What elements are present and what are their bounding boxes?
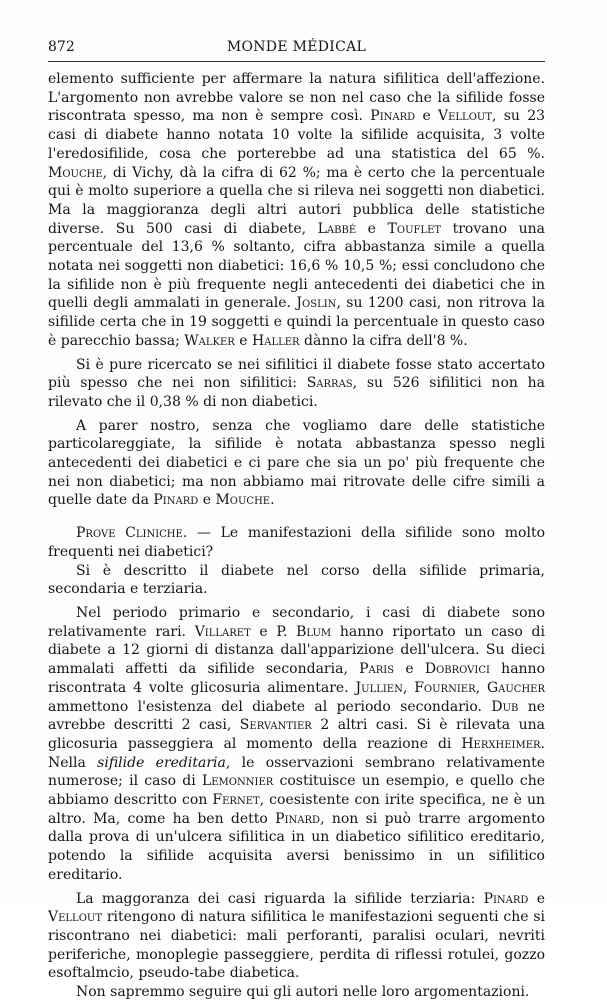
- text-run: e: [250, 623, 277, 640]
- text-run: ,: [402, 679, 415, 696]
- header-rule: [48, 61, 545, 62]
- author-name: Pinard: [153, 492, 199, 509]
- author-name: Lemonnier: [201, 773, 274, 790]
- author-name: Mouche: [215, 492, 271, 509]
- author-name: Touflet: [387, 220, 442, 237]
- text-run: e: [415, 108, 438, 125]
- text-run: e: [356, 220, 388, 237]
- text-run: Nel periodo primario e secondario, i casi di diabete sono relativamente rari.: [48, 604, 545, 640]
- text-run: e: [394, 661, 425, 678]
- text-run: A parer nostro, senza che vogliamo dare delle statistiche particolareggiate, la sifilide è notata abbastanza spesso negli antecedenti dei diabetici e ci pare che sia un po' più frequente che nei non diabetici; ma non abbiamo mai ritrovate delle cifre simili a quelle date da: [48, 417, 545, 509]
- page-number: 872: [48, 39, 75, 55]
- text-run: Si è pure ricercato se nei sifilitici il diabete fosse stato accertato più spesso che nei non sifilitici:: [48, 356, 545, 392]
- paragraph: [48, 890, 545, 984]
- text-run: , non si può trarre argomento dalla prova di un'ulcera sifilitica in un diabetico sifilitico ereditario, potendo la sifilide acquisita aversi benissimo in un sifilitico ereditario.: [48, 810, 545, 883]
- author-name: Labbé: [317, 220, 357, 237]
- paragraph: [48, 604, 545, 885]
- text-run: La maggoranza dei casi riguarda la sifilide terziaria:: [76, 890, 484, 907]
- text-run: e: [198, 492, 216, 509]
- text-run: , le osservazioni sembrano relativamente numerose; il caso di: [48, 754, 545, 790]
- author-name: Servantier: [239, 717, 312, 734]
- text-run: , su 23 casi di diabete hanno notata 10 volte la sifilide acquisita, 3 volte l'eredosifilide, cosa che porterebbe ad una statistica del 65 %.: [48, 108, 546, 162]
- text-run: , su 1200 casi, non ritrova la sifilide certa che in 19 soggetti e quindi la percentuale in questo caso è parecchio bassa;: [48, 295, 545, 349]
- text-run: , di Vichy, dà la cifra di 62 %; ma è certo che la percentuale qui è molto superiore a quella che si rileva nei soggetti non diabetici. Ma la maggioranza degli altri autori pubblica delle statistiche diverse. Su 500 casi di diabete,: [48, 164, 545, 237]
- author-name: Vellout: [48, 909, 102, 926]
- paragraph: [48, 417, 545, 511]
- text-run: .: [270, 492, 275, 509]
- author-name: Haller: [252, 332, 300, 349]
- text-run: hanno riscontrata 4 volte glicosuria alimentare.: [48, 661, 545, 696]
- author-name: Paris: [359, 661, 395, 678]
- author-name: P. Blum: [276, 623, 332, 640]
- author-name: Pinard: [483, 890, 529, 907]
- running-title: MONDE MÉDICAL: [226, 39, 367, 55]
- text-run: . — Le manifestazioni della sifilide sono molto frequenti nei diabetici?: [48, 525, 545, 560]
- author-name: Villaret: [194, 623, 251, 640]
- author-name: Fournier: [414, 679, 476, 696]
- text-run: Non sapremmo seguire qui gli autori nelle loro argomentazioni.: [76, 984, 530, 1001]
- text-run: ne avrebbe descritti 2 casi,: [48, 698, 545, 734]
- text-run: e: [234, 332, 253, 349]
- author-name: Pinard: [370, 108, 416, 125]
- body-text: [48, 70, 545, 1002]
- paragraph: [48, 356, 545, 412]
- author-name: Dobrovici: [424, 661, 490, 678]
- text-run: ammettono l'esistenza del diabete al periodo secondario.: [48, 698, 492, 715]
- author-name: Fernet: [212, 792, 260, 809]
- author-name: Vellout: [438, 108, 492, 125]
- author-name: Jullien: [355, 679, 403, 696]
- author-name: Mouche: [48, 164, 103, 181]
- author-name: Dub: [491, 698, 519, 715]
- text-run: costituisce un esempio, e quello che abbiamo descritto con: [48, 773, 545, 809]
- text-run: , su 526 sifilitici non ha rilevato che il 0,38 % di non diabetici.: [48, 375, 546, 410]
- author-name: Sarras: [306, 375, 353, 392]
- text-run: hanno riportato un caso di diabete a 12 giorni di distanza dall'apparizione dell'ulcera. Su dieci ammalati affetti da sifilide secondaria,: [48, 623, 545, 678]
- page-header: [48, 39, 545, 59]
- author-name: Joslin: [296, 295, 337, 312]
- text-run: trovano una percentuale del 13,6 % soltanto, cifra abbastanza simile a quella notata nei soggetti non diabetici: 16,6 % 10,5 %; essi concludono che la sifilide non è più frequente negli antecedenti dei diabetici che in quelli degli ammalati in generale.: [48, 220, 545, 312]
- text-run: ritengono di natura sifilitica le manifestazioni seguenti che si riscontrano nei diabetici: mali perforanti, paralisi oculari, nevriti periferiche, monoplegie passeggiere, perdita di riflessi rotulei, gozzo esoftalmcio, pseudo-tabe diabetica.: [48, 909, 545, 982]
- text-run: dànno la cifra dell'8 %.: [299, 332, 468, 349]
- text-run: elemento sufficiente per affermare la natura sifilitica dell'affezione. L'argomento non avrebbe valore se non nel caso che la sifilide fosse riscontrata spesso, ma non è sempre così.: [48, 71, 545, 125]
- emphasis: sifilide ereditaria: [97, 754, 226, 771]
- paragraph: [48, 562, 545, 599]
- paragraph: [48, 70, 545, 351]
- text-run: ,: [475, 679, 487, 696]
- text-run: Si è descritto il diabete nel corso della sifilide primaria, secondaria e terziaria.: [48, 562, 545, 598]
- author-name: Walker: [184, 332, 235, 349]
- text-run: 2 altri casi. Si è rilevata una glicosuria passeggiera al momento della reazione di: [48, 717, 545, 752]
- paragraph: [48, 983, 545, 1002]
- author-name: Prove Cliniche: [76, 525, 183, 542]
- author-name: Gaucher: [486, 679, 545, 696]
- section-heading-paragraph: [48, 524, 545, 561]
- text-run: . Nella: [48, 735, 545, 771]
- text-run: e: [528, 890, 545, 907]
- author-name: Herxheimer: [461, 735, 541, 752]
- author-name: Pinard: [275, 810, 321, 827]
- text-run: , coesistente con irite specifica, ne è un altro. Ma, come ha ben detto: [48, 792, 545, 827]
